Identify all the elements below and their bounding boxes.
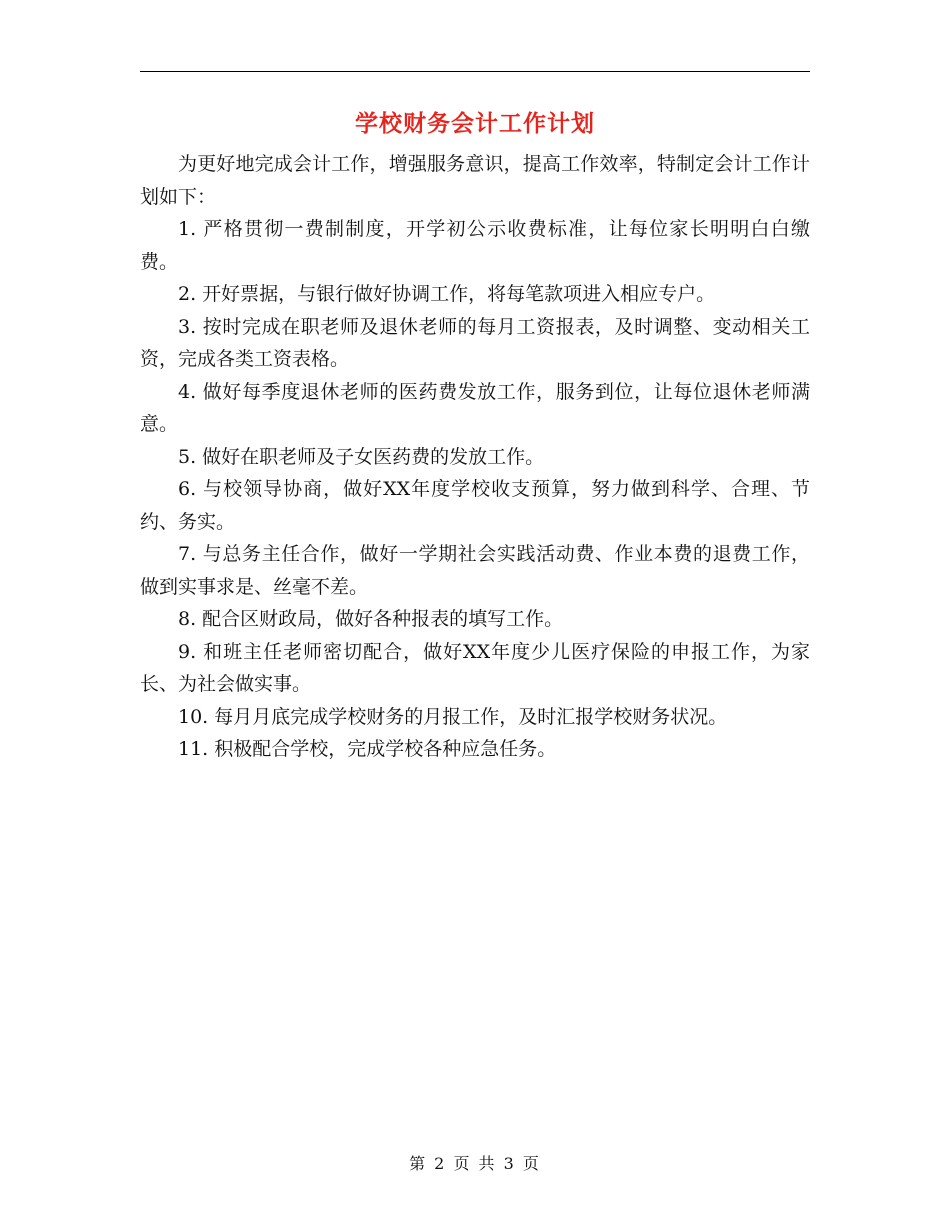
document-title: 学校财务会计工作计划 bbox=[355, 110, 595, 137]
list-item-2: 2. 开好票据，与银行做好协调工作，将每笔款项进入相应专户。 bbox=[178, 283, 716, 305]
list-item-7: 7. 与总务主任合作，做好一学期社会实践活动费、作业本费的退费工作，做到实事求是、丝毫不差。 bbox=[140, 543, 810, 598]
list-item-5: 5. 做好在职老师及子女医药费的发放工作。 bbox=[178, 445, 545, 468]
list-item-6: 6. 与校领导协商，做好XX年度学校收支预算，努力做到科学、合理、节约、务实。 bbox=[140, 478, 810, 533]
list-item-9: 9. 和班主任老师密切配合，做好XX年度少儿医疗保险的申报工作，为家长、为社会做实事。 bbox=[140, 640, 810, 695]
list-item-8: 8. 配合区财政局，做好各种报表的填写工作。 bbox=[178, 608, 564, 630]
list-item-11: 11. 积极配合学校，完成学校各种应急任务。 bbox=[178, 738, 557, 760]
page-footer: 第 2 页 共 3 页 bbox=[409, 1154, 541, 1173]
intro-paragraph: 为更好地完成会计工作，增强服务意识，提高工作效率，特制定会计工作计划如下： bbox=[140, 153, 810, 208]
list-item-10: 10. 每月月底完成学校财务的月报工作，及时汇报学校财务状况。 bbox=[178, 705, 728, 728]
list-item-4: 4. 做好每季度退休老师的医药费发放工作，服务到位，让每位退休老师满意。 bbox=[140, 380, 810, 435]
document-body bbox=[140, 148, 810, 766]
list-item-1: 1. 严格贯彻一费制制度，开学初公示收费标准，让每位家长明明白白缴费。 bbox=[140, 218, 810, 273]
header-rule bbox=[140, 71, 810, 72]
list-item-3: 3. 按时完成在职老师及退休老师的每月工资报表，及时调整、变动相关工资，完成各类工资表格。 bbox=[140, 315, 810, 370]
